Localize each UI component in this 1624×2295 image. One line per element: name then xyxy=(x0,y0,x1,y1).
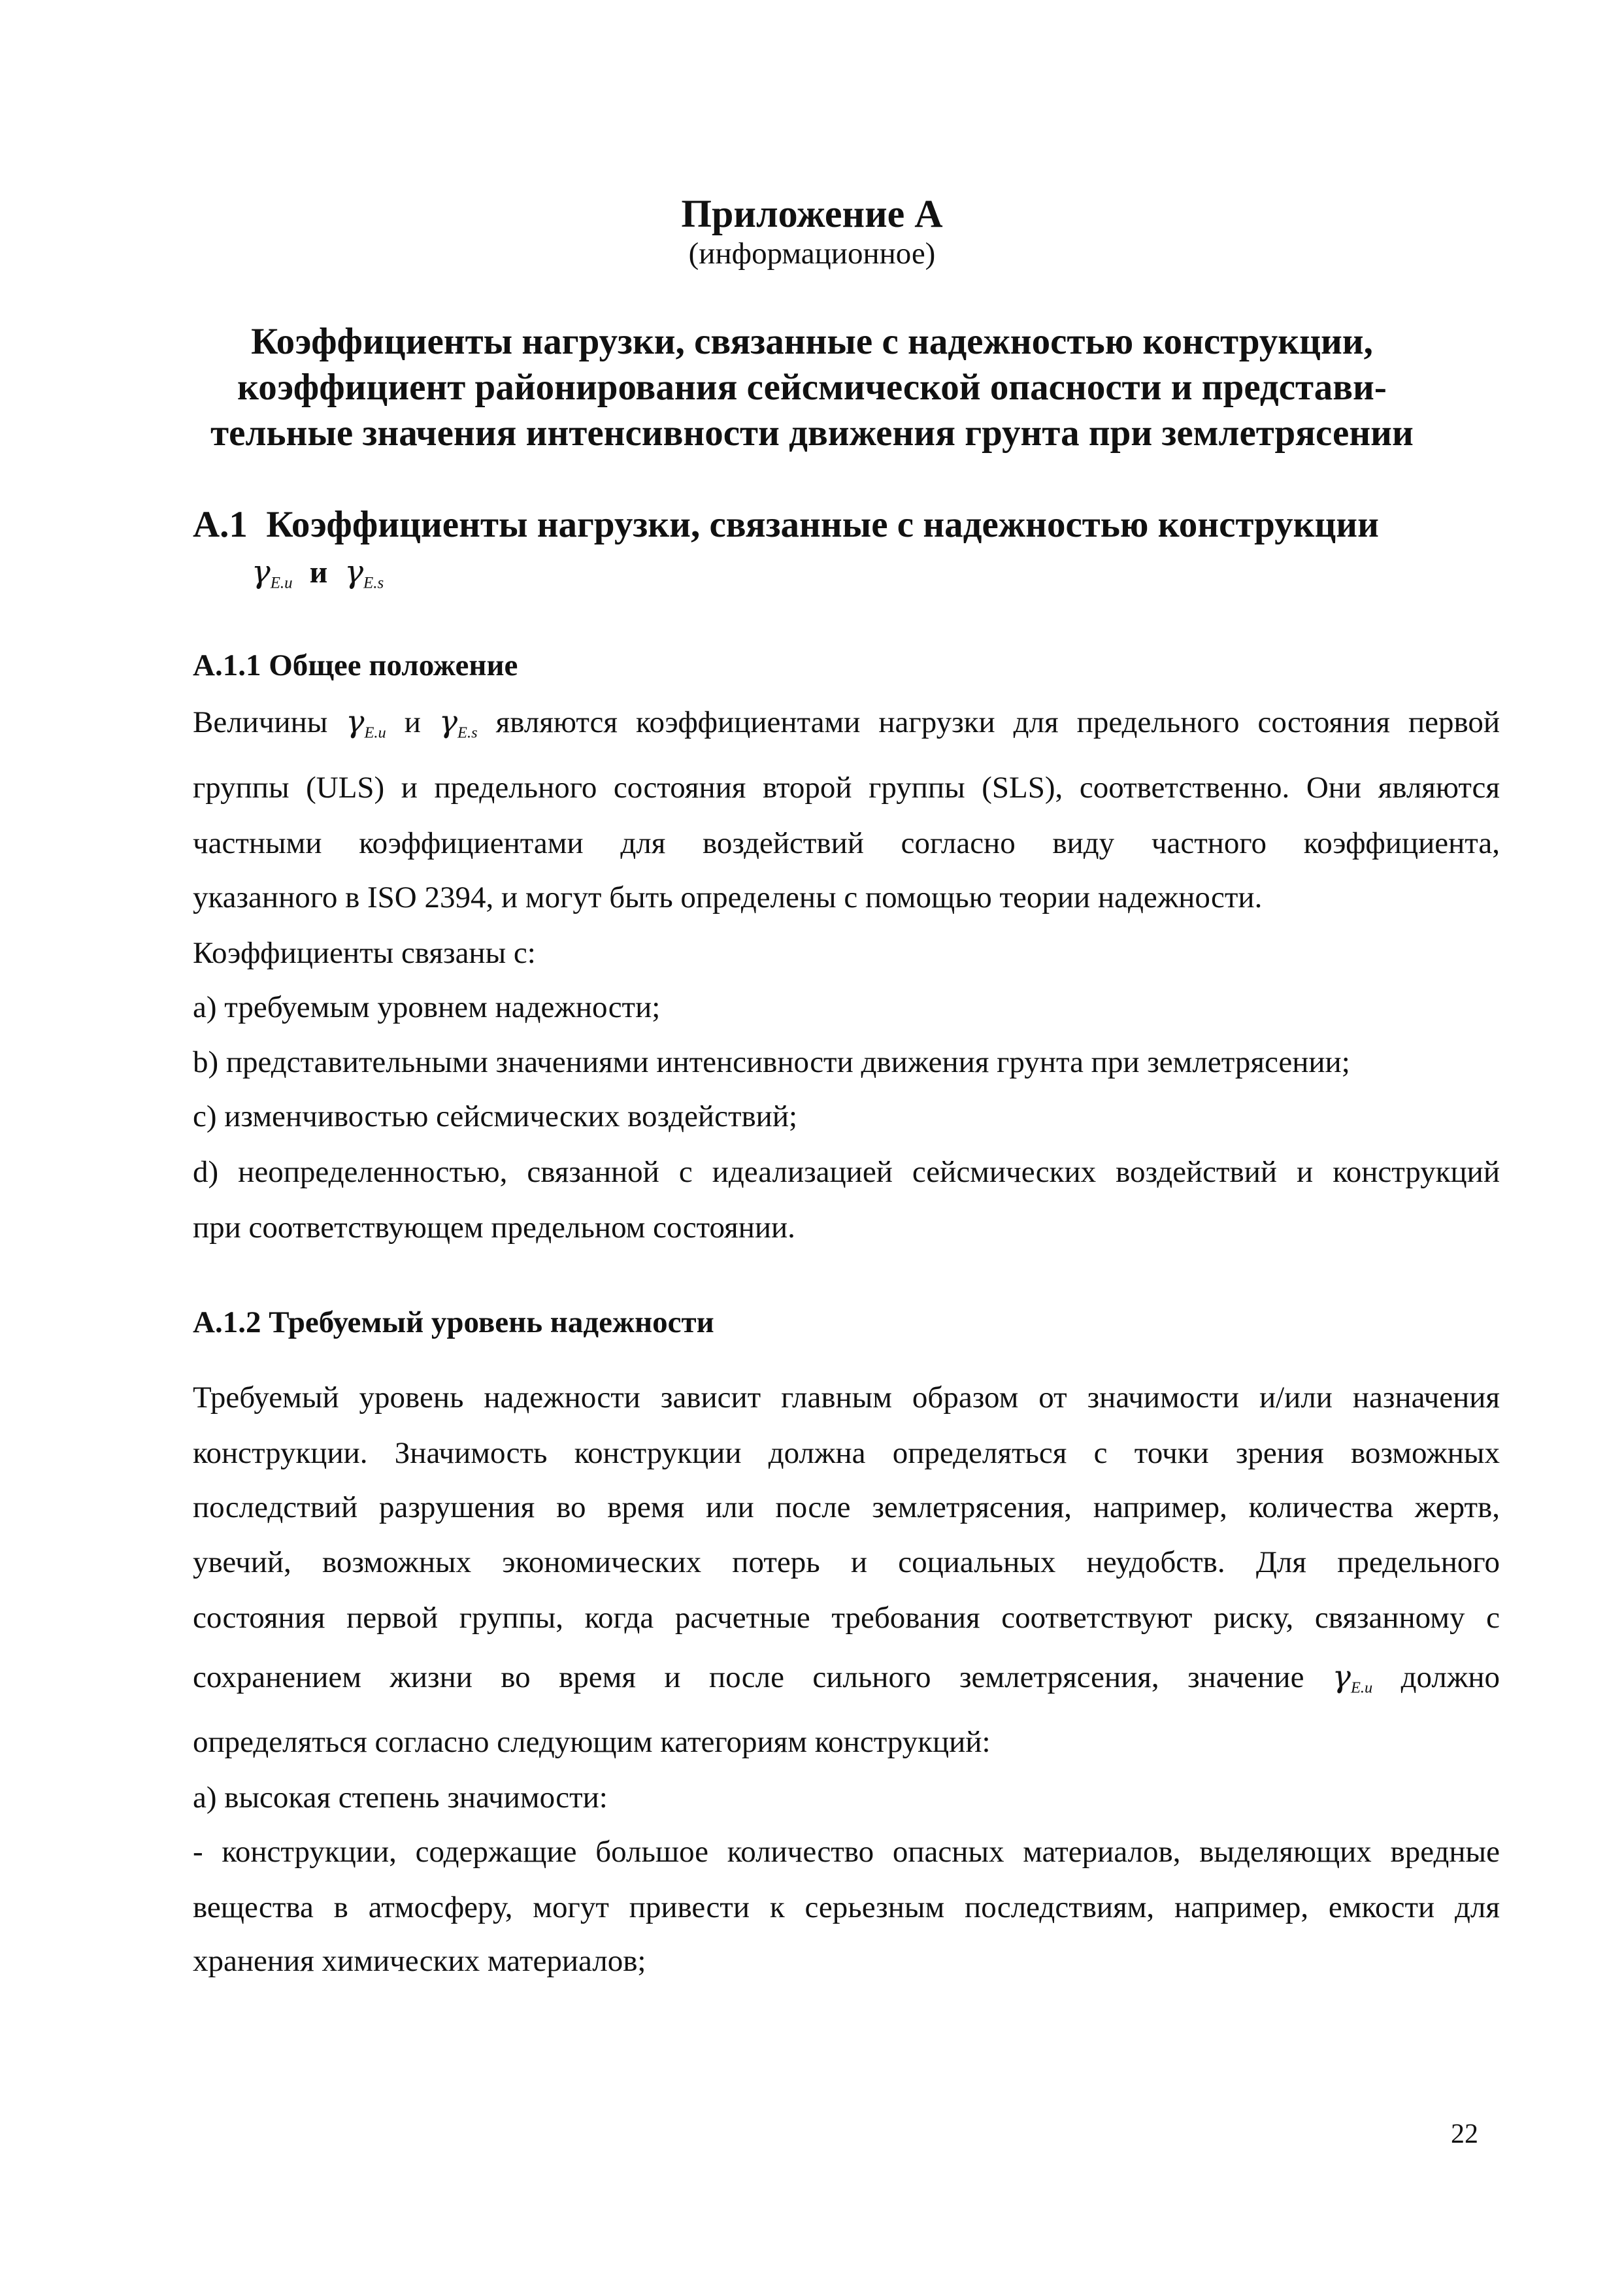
section-a12-line-4: увечий, возможных экономических потерь и социальных неудобств. Для предельного xyxy=(193,1545,1500,1579)
section-a11-heading: А.1.1 Общее положение xyxy=(193,648,518,682)
main-title-line-2: коэффициент районирования сейсмической опасности и представи- xyxy=(237,367,1387,408)
section-a12-line-7: определяться согласно следующим категориям конструкций: xyxy=(193,1725,991,1759)
section-a12-line-3: последствий разрушения во время или после землетрясения, например, количества жертв, xyxy=(193,1490,1500,1524)
section-a1-title: Коэффициенты нагрузки, связанные с надежностью конструкции xyxy=(266,504,1379,545)
gamma-subscript: E.u xyxy=(270,574,293,592)
list-item-a: a) требуемым уровнем надежности; xyxy=(193,990,661,1024)
list-item-d: d) неопределенностью, связанной с идеализацией сейсмических воздействий и конструкций xyxy=(193,1155,1500,1189)
line-text: Величины xyxy=(193,705,328,739)
gamma-subscript: E.u xyxy=(364,724,386,742)
section-a12-line-6 xyxy=(193,1659,1500,1707)
gamma-symbol: γ xyxy=(344,554,363,590)
gamma-symbol: γ xyxy=(1332,1659,1351,1695)
main-title-line-1: Коэффициенты нагрузки, связанные с надежностью конструкции, xyxy=(251,321,1373,362)
section-a12-line-1: Требуемый уровень надежности зависит главным образом от значимости и/или назначения xyxy=(193,1381,1500,1415)
line-text: сохранением жизни во время и после сильного землетрясения, значение xyxy=(193,1660,1304,1694)
category-a-item-cont-2: хранения химических материалов; xyxy=(193,1944,646,1978)
section-a12-heading: А.1.2 Требуемый уровень надежности xyxy=(193,1305,714,1339)
appendix-title: Приложение А xyxy=(681,192,943,235)
gamma-subscript: E.s xyxy=(363,574,384,592)
category-a-item-cont-1: вещества в атмосферу, могут привести к серьезным последствиям, например, емкости для xyxy=(193,1890,1500,1924)
gamma-subscript: E.u xyxy=(1350,1679,1373,1697)
main-title-line-3: тельные значения интенсивности движения грунта при землетрясении xyxy=(210,412,1414,454)
section-a1-symbols xyxy=(252,552,384,603)
gamma-symbol: γ xyxy=(439,704,458,740)
list-item-b: b) представительными значениями интенсивности движения грунта при землетрясении; xyxy=(193,1045,1350,1079)
section-a12-line-2: конструкции. Значимость конструкции должна определяться с точки зрения возможных xyxy=(193,1436,1500,1470)
line-text: являются коэффициентами нагрузки для предельного состояния первой xyxy=(495,705,1500,739)
gamma-symbol: γ xyxy=(252,554,271,590)
appendix-subtitle: (информационное) xyxy=(688,237,936,271)
list-item-d-cont: при соответствующем предельном состоянии. xyxy=(193,1211,795,1245)
category-a-item: - конструкции, содержащие большое количество опасных материалов, выделяющих вредные xyxy=(193,1835,1500,1869)
section-a11-line-1 xyxy=(193,704,1500,752)
gamma-symbol: γ xyxy=(346,704,365,740)
section-a1-heading xyxy=(193,503,1379,546)
section-a1-number: А.1 xyxy=(193,504,248,545)
category-a: a) высокая степень значимости: xyxy=(193,1781,608,1815)
section-a11-line-3: частными коэффициентами для воздействий согласно виду частного коэффициента, xyxy=(193,826,1500,860)
section-a11-line-5: Коэффициенты связаны с: xyxy=(193,936,536,970)
list-item-c: c) изменчивостью сейсмических воздействий; xyxy=(193,1099,798,1133)
section-a12-line-5: состояния первой группы, когда расчетные требования соответствуют риску, связанному с xyxy=(193,1601,1500,1635)
section-a11-line-4: указанного в ISO 2394, и могут быть определены с помощью теории надежности. xyxy=(193,880,1263,914)
and-word: и xyxy=(309,555,328,590)
section-a11-line-2: группы (ULS) и предельного состояния второй группы (SLS), соответственно. Они являются xyxy=(193,771,1500,805)
page-number: 22 xyxy=(1451,2119,1478,2149)
line-text: должно xyxy=(1400,1660,1500,1694)
line-text: и xyxy=(404,705,421,739)
gamma-subscript: E.s xyxy=(457,724,478,742)
